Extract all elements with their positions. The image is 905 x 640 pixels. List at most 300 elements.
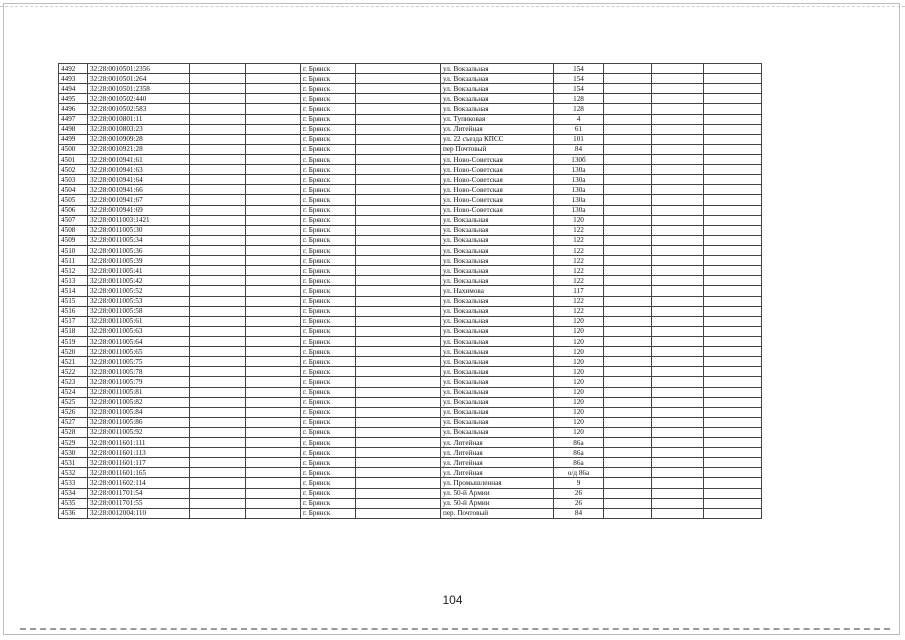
cell-street: ул. Вокзальная bbox=[441, 326, 554, 336]
cell-cadastral-number: 32:28:0010501:2358 bbox=[88, 84, 190, 94]
cell-house-number: 122 bbox=[554, 256, 604, 266]
cell-col-9 bbox=[604, 185, 652, 195]
cell-street: ул. Вокзальная bbox=[441, 347, 554, 357]
cell-city: г. Брянск bbox=[301, 84, 356, 94]
cell-house-number: 122 bbox=[554, 225, 604, 235]
cell-row-number: 4519 bbox=[59, 336, 88, 346]
cell-col-6 bbox=[356, 74, 441, 84]
cell-col-4 bbox=[246, 488, 301, 498]
cell-col-4 bbox=[246, 498, 301, 508]
cell-col-6 bbox=[356, 508, 441, 518]
cell-row-number: 4504 bbox=[59, 185, 88, 195]
cell-house-number: 122 bbox=[554, 266, 604, 276]
cell-house-number: 120 bbox=[554, 367, 604, 377]
cell-street: ул. 22 съезда КПСС bbox=[441, 134, 554, 144]
cell-col-6 bbox=[356, 316, 441, 326]
cell-col-9 bbox=[604, 74, 652, 84]
cell-col-4 bbox=[246, 165, 301, 175]
cell-col-4 bbox=[246, 256, 301, 266]
table-row bbox=[59, 154, 762, 164]
cell-row-number: 4513 bbox=[59, 276, 88, 286]
cell-street: ул. Вокзальная bbox=[441, 387, 554, 397]
cell-cadastral-number: 32:28:0011005:75 bbox=[88, 357, 190, 367]
table-row bbox=[59, 276, 762, 286]
cell-col-11 bbox=[704, 114, 762, 124]
cell-row-number: 4508 bbox=[59, 225, 88, 235]
cell-col-11 bbox=[704, 427, 762, 437]
cell-col-4 bbox=[246, 94, 301, 104]
cell-col-6 bbox=[356, 64, 441, 74]
cell-col-4 bbox=[246, 64, 301, 74]
cell-col-10 bbox=[652, 144, 704, 154]
table-row bbox=[59, 488, 762, 498]
cell-house-number: 120 bbox=[554, 215, 604, 225]
cell-col-11 bbox=[704, 64, 762, 74]
cell-cadastral-number: 32:28:0010941:69 bbox=[88, 205, 190, 215]
cell-col-3 bbox=[190, 175, 246, 185]
cell-city: г. Брянск bbox=[301, 165, 356, 175]
cell-col-3 bbox=[190, 448, 246, 458]
cell-cadastral-number: 32:28:0011601:165 bbox=[88, 468, 190, 478]
cell-col-11 bbox=[704, 144, 762, 154]
cell-col-6 bbox=[356, 336, 441, 346]
cell-col-6 bbox=[356, 387, 441, 397]
cell-col-6 bbox=[356, 185, 441, 195]
cell-col-3 bbox=[190, 124, 246, 134]
table-row bbox=[59, 256, 762, 266]
cell-cadastral-number: 32:28:0011005:52 bbox=[88, 286, 190, 296]
table-row bbox=[59, 336, 762, 346]
cell-col-3 bbox=[190, 407, 246, 417]
cell-col-3 bbox=[190, 397, 246, 407]
cell-cadastral-number: 32:28:0011005:36 bbox=[88, 245, 190, 255]
cell-city: г. Брянск bbox=[301, 134, 356, 144]
page-number: 104 bbox=[442, 593, 463, 607]
cell-col-9 bbox=[604, 154, 652, 164]
cell-row-number: 4494 bbox=[59, 84, 88, 94]
cell-row-number: 4525 bbox=[59, 397, 88, 407]
cell-col-11 bbox=[704, 367, 762, 377]
cell-col-4 bbox=[246, 215, 301, 225]
cell-col-10 bbox=[652, 326, 704, 336]
cell-city: г. Брянск bbox=[301, 488, 356, 498]
cell-col-4 bbox=[246, 407, 301, 417]
cell-cadastral-number: 32:28:0011003:1421 bbox=[88, 215, 190, 225]
cell-col-4 bbox=[246, 478, 301, 488]
table-row bbox=[59, 458, 762, 468]
cell-col-3 bbox=[190, 276, 246, 286]
cell-col-10 bbox=[652, 508, 704, 518]
cell-col-11 bbox=[704, 306, 762, 316]
cell-cadastral-number: 32:28:0011005:41 bbox=[88, 266, 190, 276]
cell-street: ул. Тупиковая bbox=[441, 114, 554, 124]
cell-house-number: 86а bbox=[554, 458, 604, 468]
cell-col-4 bbox=[246, 104, 301, 114]
cell-col-6 bbox=[356, 377, 441, 387]
table-row bbox=[59, 367, 762, 377]
cell-col-11 bbox=[704, 357, 762, 367]
cell-col-9 bbox=[604, 316, 652, 326]
cell-col-11 bbox=[704, 104, 762, 114]
cell-col-9 bbox=[604, 245, 652, 255]
cell-street: ул. Вокзальная bbox=[441, 306, 554, 316]
table-row bbox=[59, 205, 762, 215]
cell-city: г. Брянск bbox=[301, 326, 356, 336]
cell-col-3 bbox=[190, 144, 246, 154]
cell-cadastral-number: 32:28:0011005:64 bbox=[88, 336, 190, 346]
cell-street: ул. Ново-Советская bbox=[441, 165, 554, 175]
table-row bbox=[59, 498, 762, 508]
cell-city: г. Брянск bbox=[301, 468, 356, 478]
cell-col-3 bbox=[190, 438, 246, 448]
cell-cadastral-number: 32:28:0011005:92 bbox=[88, 427, 190, 437]
cell-row-number: 4493 bbox=[59, 74, 88, 84]
cell-col-6 bbox=[356, 417, 441, 427]
cell-city: г. Брянск bbox=[301, 407, 356, 417]
cell-row-number: 4498 bbox=[59, 124, 88, 134]
table-row bbox=[59, 448, 762, 458]
cell-col-4 bbox=[246, 114, 301, 124]
cell-row-number: 4520 bbox=[59, 347, 88, 357]
table-row bbox=[59, 134, 762, 144]
cell-row-number: 4527 bbox=[59, 417, 88, 427]
cell-col-10 bbox=[652, 427, 704, 437]
table-row bbox=[59, 215, 762, 225]
cell-col-11 bbox=[704, 276, 762, 286]
cell-col-9 bbox=[604, 397, 652, 407]
cell-cadastral-number: 32:28:0011005:30 bbox=[88, 225, 190, 235]
table-row bbox=[59, 468, 762, 478]
cell-city: г. Брянск bbox=[301, 235, 356, 245]
cell-col-10 bbox=[652, 225, 704, 235]
cell-cadastral-number: 32:28:0010502:583 bbox=[88, 104, 190, 114]
cell-col-3 bbox=[190, 185, 246, 195]
cell-street: ул. Вокзальная bbox=[441, 74, 554, 84]
cell-col-11 bbox=[704, 326, 762, 336]
cell-city: г. Брянск bbox=[301, 377, 356, 387]
cell-row-number: 4510 bbox=[59, 245, 88, 255]
cell-house-number: 84 bbox=[554, 144, 604, 154]
cell-col-9 bbox=[604, 114, 652, 124]
table-row bbox=[59, 225, 762, 235]
cell-street: ул. Ново-Советская bbox=[441, 195, 554, 205]
cell-row-number: 4521 bbox=[59, 357, 88, 367]
cell-col-9 bbox=[604, 296, 652, 306]
cell-col-3 bbox=[190, 478, 246, 488]
cell-col-11 bbox=[704, 256, 762, 266]
cell-col-3 bbox=[190, 296, 246, 306]
cell-col-9 bbox=[604, 498, 652, 508]
cell-street: ул. Вокзальная bbox=[441, 377, 554, 387]
cell-col-10 bbox=[652, 316, 704, 326]
cell-house-number: 130б bbox=[554, 154, 604, 164]
cell-col-11 bbox=[704, 286, 762, 296]
cell-street: ул. 50-й Армии bbox=[441, 488, 554, 498]
cell-street: ул. Вокзальная bbox=[441, 357, 554, 367]
cell-street: пер Почтовый bbox=[441, 144, 554, 154]
cell-house-number: 61 bbox=[554, 124, 604, 134]
cell-col-6 bbox=[356, 286, 441, 296]
cell-cadastral-number: 32:28:0011005:84 bbox=[88, 407, 190, 417]
cell-col-6 bbox=[356, 215, 441, 225]
cell-street: ул. Литейная bbox=[441, 468, 554, 478]
cell-col-3 bbox=[190, 357, 246, 367]
cell-city: г. Брянск bbox=[301, 387, 356, 397]
cell-row-number: 4531 bbox=[59, 458, 88, 468]
cell-col-6 bbox=[356, 245, 441, 255]
cell-col-9 bbox=[604, 104, 652, 114]
cell-col-3 bbox=[190, 235, 246, 245]
cell-street: ул. Вокзальная bbox=[441, 316, 554, 326]
cell-col-4 bbox=[246, 357, 301, 367]
cell-cadastral-number: 32:28:0011701:54 bbox=[88, 488, 190, 498]
cell-street: ул. Вокзальная bbox=[441, 245, 554, 255]
cell-col-10 bbox=[652, 134, 704, 144]
table-row bbox=[59, 114, 762, 124]
cell-city: г. Брянск bbox=[301, 94, 356, 104]
table-row bbox=[59, 195, 762, 205]
cell-street: ул. Промышленная bbox=[441, 478, 554, 488]
cell-city: г. Брянск bbox=[301, 144, 356, 154]
table-row bbox=[59, 438, 762, 448]
cell-col-11 bbox=[704, 397, 762, 407]
cell-row-number: 4512 bbox=[59, 266, 88, 276]
cell-col-9 bbox=[604, 84, 652, 94]
cell-city: г. Брянск bbox=[301, 154, 356, 164]
cell-col-11 bbox=[704, 387, 762, 397]
cell-city: г. Брянск bbox=[301, 185, 356, 195]
cell-col-11 bbox=[704, 377, 762, 387]
cell-cadastral-number: 32:28:0010803:23 bbox=[88, 124, 190, 134]
cell-col-3 bbox=[190, 165, 246, 175]
cell-col-11 bbox=[704, 245, 762, 255]
cell-col-11 bbox=[704, 347, 762, 357]
cell-street: ул. Ново-Советская bbox=[441, 185, 554, 195]
cell-house-number: 120 bbox=[554, 397, 604, 407]
cell-city: г. Брянск bbox=[301, 175, 356, 185]
cell-house-number: 122 bbox=[554, 306, 604, 316]
cell-street: ул. Вокзальная bbox=[441, 397, 554, 407]
cell-row-number: 4506 bbox=[59, 205, 88, 215]
cell-col-11 bbox=[704, 235, 762, 245]
cell-col-11 bbox=[704, 448, 762, 458]
cell-col-9 bbox=[604, 235, 652, 245]
cell-col-3 bbox=[190, 347, 246, 357]
cell-col-4 bbox=[246, 397, 301, 407]
cell-street: ул. Нахимова bbox=[441, 286, 554, 296]
cell-cadastral-number: 32:28:0010501:264 bbox=[88, 74, 190, 84]
cell-cadastral-number: 32:28:0010801:11 bbox=[88, 114, 190, 124]
cell-col-3 bbox=[190, 488, 246, 498]
cell-cadastral-number: 32:28:0011005:53 bbox=[88, 296, 190, 306]
cell-row-number: 4514 bbox=[59, 286, 88, 296]
cell-col-3 bbox=[190, 377, 246, 387]
cell-house-number: 26 bbox=[554, 488, 604, 498]
cell-col-9 bbox=[604, 175, 652, 185]
cell-col-3 bbox=[190, 468, 246, 478]
cell-col-4 bbox=[246, 266, 301, 276]
cell-row-number: 4534 bbox=[59, 488, 88, 498]
cell-col-9 bbox=[604, 478, 652, 488]
cell-col-10 bbox=[652, 458, 704, 468]
cell-col-6 bbox=[356, 306, 441, 316]
cell-row-number: 4526 bbox=[59, 407, 88, 417]
cell-col-6 bbox=[356, 407, 441, 417]
cell-col-3 bbox=[190, 266, 246, 276]
cell-row-number: 4516 bbox=[59, 306, 88, 316]
cell-col-9 bbox=[604, 367, 652, 377]
cell-house-number: 4 bbox=[554, 114, 604, 124]
cell-cadastral-number: 32:28:0011005:63 bbox=[88, 326, 190, 336]
cell-col-3 bbox=[190, 134, 246, 144]
cell-house-number: 101 bbox=[554, 134, 604, 144]
cell-col-6 bbox=[356, 134, 441, 144]
cell-col-6 bbox=[356, 326, 441, 336]
table-row bbox=[59, 417, 762, 427]
cell-col-6 bbox=[356, 367, 441, 377]
cell-city: г. Брянск bbox=[301, 438, 356, 448]
cell-city: г. Брянск bbox=[301, 357, 356, 367]
cell-col-11 bbox=[704, 154, 762, 164]
cell-col-3 bbox=[190, 387, 246, 397]
cell-house-number: 120 bbox=[554, 336, 604, 346]
cell-house-number: 130а bbox=[554, 185, 604, 195]
cell-col-10 bbox=[652, 195, 704, 205]
cell-col-9 bbox=[604, 347, 652, 357]
cell-house-number: 9 bbox=[554, 478, 604, 488]
cell-house-number: 26 bbox=[554, 498, 604, 508]
cell-street: ул. Вокзальная bbox=[441, 84, 554, 94]
cell-col-9 bbox=[604, 276, 652, 286]
cell-col-6 bbox=[356, 397, 441, 407]
cell-col-10 bbox=[652, 124, 704, 134]
cell-city: г. Брянск bbox=[301, 336, 356, 346]
cell-cadastral-number: 32:28:0011601:113 bbox=[88, 448, 190, 458]
cell-row-number: 4501 bbox=[59, 154, 88, 164]
cell-street: ул. Ново-Советская bbox=[441, 154, 554, 164]
cell-col-6 bbox=[356, 205, 441, 215]
cell-col-9 bbox=[604, 94, 652, 104]
cell-col-9 bbox=[604, 266, 652, 276]
cell-house-number: 128 bbox=[554, 94, 604, 104]
cell-street: ул. Вокзальная bbox=[441, 64, 554, 74]
cell-row-number: 4532 bbox=[59, 468, 88, 478]
cell-col-3 bbox=[190, 64, 246, 74]
cell-col-3 bbox=[190, 225, 246, 235]
cell-cadastral-number: 32:28:0010941:61 bbox=[88, 154, 190, 164]
cell-cadastral-number: 32:28:0011005:86 bbox=[88, 417, 190, 427]
cell-city: г. Брянск bbox=[301, 215, 356, 225]
cell-col-11 bbox=[704, 488, 762, 498]
cell-row-number: 4535 bbox=[59, 498, 88, 508]
cell-col-4 bbox=[246, 296, 301, 306]
table-row bbox=[59, 235, 762, 245]
cell-col-3 bbox=[190, 256, 246, 266]
cell-city: г. Брянск bbox=[301, 427, 356, 437]
cell-col-10 bbox=[652, 165, 704, 175]
cell-street: ул. Вокзальная bbox=[441, 336, 554, 346]
cell-col-10 bbox=[652, 417, 704, 427]
cell-col-9 bbox=[604, 215, 652, 225]
cell-col-3 bbox=[190, 326, 246, 336]
cell-col-4 bbox=[246, 144, 301, 154]
cell-col-10 bbox=[652, 74, 704, 84]
cell-col-3 bbox=[190, 458, 246, 468]
cell-col-3 bbox=[190, 215, 246, 225]
cell-street: ул. Литейная bbox=[441, 124, 554, 134]
cell-col-4 bbox=[246, 458, 301, 468]
cell-row-number: 4492 bbox=[59, 64, 88, 74]
cell-col-10 bbox=[652, 154, 704, 164]
cell-row-number: 4522 bbox=[59, 367, 88, 377]
cell-col-11 bbox=[704, 498, 762, 508]
cell-col-11 bbox=[704, 195, 762, 205]
table-row bbox=[59, 478, 762, 488]
cell-house-number: 122 bbox=[554, 235, 604, 245]
cell-col-3 bbox=[190, 104, 246, 114]
cell-row-number: 4515 bbox=[59, 296, 88, 306]
cell-col-6 bbox=[356, 478, 441, 488]
cell-col-11 bbox=[704, 438, 762, 448]
cell-col-3 bbox=[190, 427, 246, 437]
table-row bbox=[59, 165, 762, 175]
cell-col-6 bbox=[356, 84, 441, 94]
cell-city: г. Брянск bbox=[301, 225, 356, 235]
cell-col-10 bbox=[652, 256, 704, 266]
cell-col-3 bbox=[190, 498, 246, 508]
cell-city: г. Брянск bbox=[301, 347, 356, 357]
table-row bbox=[59, 266, 762, 276]
cell-street: ул. Литейная bbox=[441, 448, 554, 458]
table-row bbox=[59, 397, 762, 407]
cell-col-4 bbox=[246, 185, 301, 195]
cell-street: ул. Вокзальная bbox=[441, 367, 554, 377]
cell-col-6 bbox=[356, 225, 441, 235]
cell-col-6 bbox=[356, 165, 441, 175]
table-row bbox=[59, 64, 762, 74]
cell-col-9 bbox=[604, 427, 652, 437]
cell-col-10 bbox=[652, 357, 704, 367]
cell-col-11 bbox=[704, 407, 762, 417]
cell-row-number: 4503 bbox=[59, 175, 88, 185]
cell-row-number: 4517 bbox=[59, 316, 88, 326]
cell-col-11 bbox=[704, 478, 762, 488]
cell-col-9 bbox=[604, 64, 652, 74]
cell-col-10 bbox=[652, 336, 704, 346]
scan-edge-bottom bbox=[20, 628, 890, 630]
cell-row-number: 4536 bbox=[59, 508, 88, 518]
cell-city: г. Брянск bbox=[301, 74, 356, 84]
cell-col-4 bbox=[246, 316, 301, 326]
cell-city: г. Брянск bbox=[301, 417, 356, 427]
cell-col-9 bbox=[604, 377, 652, 387]
cell-row-number: 4529 bbox=[59, 438, 88, 448]
cell-city: г. Брянск bbox=[301, 286, 356, 296]
cell-house-number: 128 bbox=[554, 104, 604, 114]
cell-col-4 bbox=[246, 84, 301, 94]
cell-house-number: 122 bbox=[554, 296, 604, 306]
cell-col-11 bbox=[704, 316, 762, 326]
table-row bbox=[59, 306, 762, 316]
cell-house-number: 86а bbox=[554, 448, 604, 458]
cell-col-4 bbox=[246, 468, 301, 478]
cell-row-number: 4533 bbox=[59, 478, 88, 488]
cell-col-4 bbox=[246, 154, 301, 164]
cell-col-3 bbox=[190, 306, 246, 316]
cell-cadastral-number: 32:28:0011601:111 bbox=[88, 438, 190, 448]
cell-col-3 bbox=[190, 154, 246, 164]
cell-col-11 bbox=[704, 205, 762, 215]
